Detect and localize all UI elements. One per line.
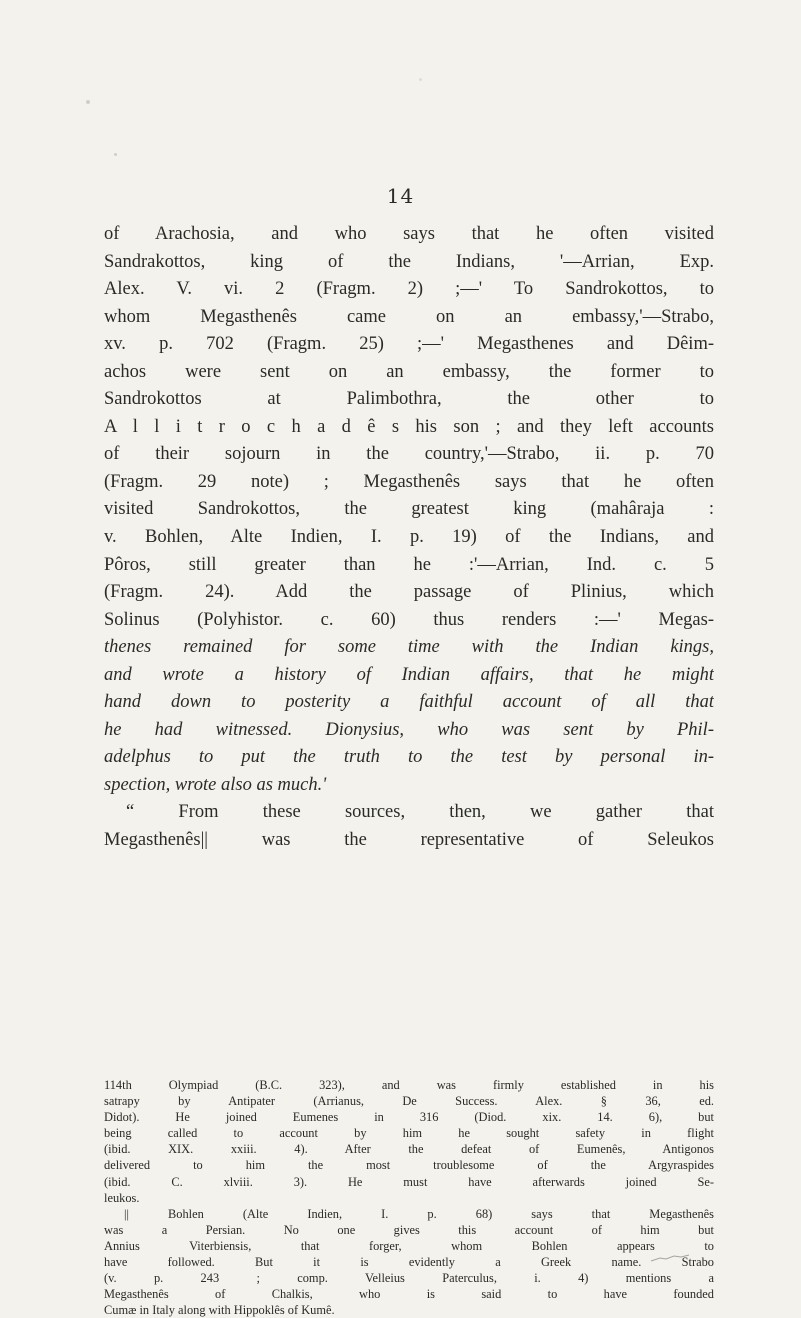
footnote-line: Megasthenês of Chalkis, who is said to have founded <box>104 1287 714 1302</box>
pencil-mark <box>650 1254 690 1262</box>
text-line: Pôros, still greater than he :'—Arrian, Ind. c. 5 <box>104 554 714 575</box>
paper-speck <box>114 153 117 156</box>
text-line: xv. p. 702 (Fragm. 25) ;—' Megasthenes and Dêim- <box>104 334 714 355</box>
text-line: (Fragm. 29 note) ; Megasthenês says that he often <box>104 471 714 492</box>
paper-speck <box>86 100 90 104</box>
text-line: and wrote a history of Indian affairs, that he might <box>104 664 714 685</box>
footnote-line: Cumæ in Italy along with Hippoklês of Kumê. <box>104 1303 335 1318</box>
text-line: adelphus to put the truth to the test by personal in- <box>104 747 714 768</box>
footnote-line: Annius Viterbiensis, that forger, whom Bohlen appears to <box>104 1238 714 1253</box>
page-number: 14 <box>386 184 415 208</box>
footnote-line: || Bohlen (Alte Indien, I. p. 68) says that Megasthenês <box>124 1206 714 1221</box>
footnote-line: delivered to him the most troublesome of the Argyraspides <box>104 1158 714 1173</box>
text-line: Sandrokottos at Palimbothra, the other to <box>104 389 714 410</box>
text-line: “ From these sources, then, we gather that <box>126 802 714 823</box>
footnote-line: was a Persian. No one gives this account of him but <box>104 1222 714 1237</box>
text-line: whom Megasthenês came on an embassy,'—Strabo, <box>104 306 714 327</box>
text-line: A l l i t r o c h a d ê s his son ; and they left accounts <box>104 416 714 437</box>
footnote-line: leukos. <box>104 1190 140 1205</box>
footnote-line: 114th Olympiad (B.C. 323), and was firmly established in his <box>104 1078 714 1092</box>
footnote-line: being called to account by him he sought safety in flight <box>104 1126 714 1141</box>
text-line: v. Bohlen, Alte Indien, I. p. 19) of the Indians, and <box>104 527 714 548</box>
text-line: spection, wrote also as much.' <box>104 774 327 795</box>
footnote-line: (ibid. XIX. xxiii. 4). After the defeat of Eumenês, Antigonos <box>104 1142 714 1157</box>
footnote-separator <box>104 1070 714 1071</box>
text-line: Alex. V. vi. 2 (Fragm. 2) ;—' To Sandrokottos, to <box>104 279 714 300</box>
footnote-line: satrapy by Antipater (Arrianus, De Success. Alex. § 36, ed. <box>104 1094 714 1109</box>
text-line: (Fragm. 24). Add the passage of Plinius, which <box>104 582 714 603</box>
text-line: hand down to posterity a faithful account of all that <box>104 692 714 713</box>
paper-speck <box>419 78 422 81</box>
text-line: achos were sent on an embassy, the former to <box>104 361 714 382</box>
text-line: Solinus (Polyhistor. c. 60) thus renders :—' Megas- <box>104 609 714 630</box>
text-line: Sandrakottos, king of the Indians, '—Arrian, Exp. <box>104 251 714 272</box>
text-line: he had witnessed. Dionysius, who was sent by Phil- <box>104 719 714 740</box>
footnotes <box>104 1077 714 1318</box>
text-line: Megasthenês|| was the representative of Seleukos <box>104 830 714 851</box>
main-text <box>104 221 714 855</box>
text-line: thenes remained for some time with the Indian kings, <box>104 637 714 658</box>
footnote-line: (v. p. 243 ; comp. Velleius Paterculus, i. 4) mentions a <box>104 1271 714 1286</box>
text-line: visited Sandrokottos, the greatest king (mahâraja : <box>104 499 714 520</box>
footnote-line: (ibid. C. xlviii. 3). He must have afterwards joined Se- <box>104 1174 714 1189</box>
footnote-line: have followed. But it is evidently a Greek name. Strabo <box>104 1255 714 1270</box>
text-line: of Arachosia, and who says that he often visited <box>104 224 714 244</box>
text-line: of their sojourn in the country,'—Strabo, ii. p. 70 <box>104 444 714 465</box>
footnote-line: Didot). He joined Eumenes in 316 (Diod. xix. 14. 6), but <box>104 1110 714 1125</box>
